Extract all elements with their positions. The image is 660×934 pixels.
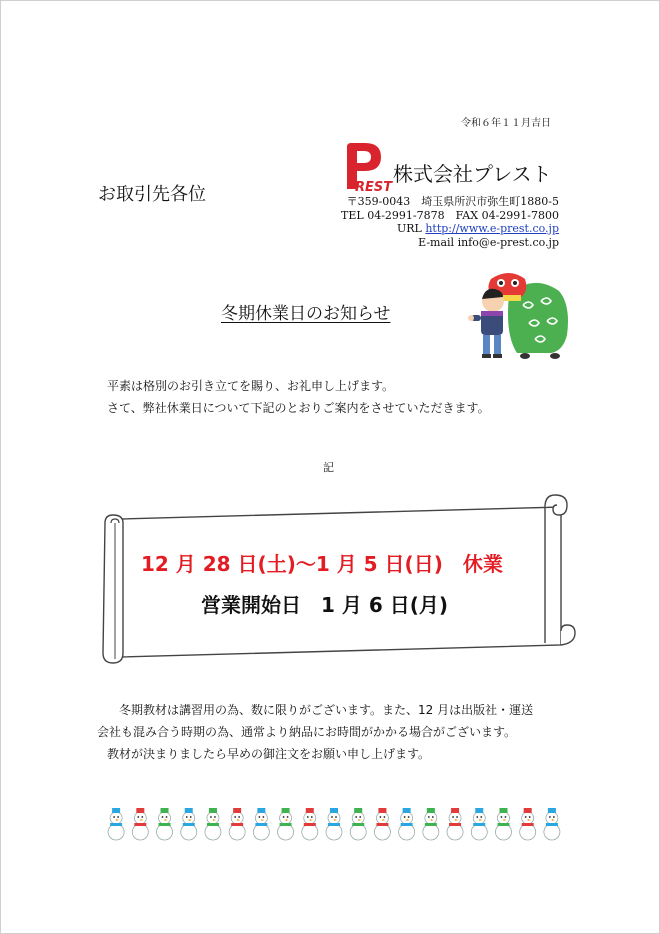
snowman-icon — [278, 808, 294, 840]
company-tel-fax: TEL 04-2991-7878 FAX 04-2991-7800 — [341, 209, 559, 222]
company-name: 株式会社プレスト — [393, 162, 552, 186]
holiday-period: 12 月 28 日(土)～1 月 5 日(日) 休業 — [141, 552, 503, 576]
greeting-line-1: 平素は格別のお引き立てを賜り、お礼申し上げます。 — [107, 379, 395, 393]
lion-dance-illustration — [463, 265, 575, 365]
snowman-icon — [157, 808, 173, 840]
company-email: E-mail info@e-prest.co.jp — [418, 236, 559, 249]
snowman-icon — [544, 808, 560, 840]
snowman-icon — [108, 808, 124, 840]
notice-title: 冬期休業日のお知らせ — [221, 304, 391, 324]
snowman-icon — [181, 808, 197, 840]
company-logo — [343, 141, 397, 193]
scroll-banner — [97, 493, 579, 669]
company-address: 〒359-0043 埼玉県所沢市弥生町1880-5 — [346, 195, 559, 208]
footer-line-3: 教材が決まりましたら早めの御注文をお願い申し上げます。 — [107, 747, 431, 761]
snowman-icon — [205, 808, 221, 840]
url-label: URL — [396, 222, 422, 235]
company-url-line — [1, 222, 559, 235]
issue-date: 令和６年１１月吉日 — [461, 118, 551, 129]
snowman-icon — [253, 808, 269, 840]
snowman-icon — [520, 808, 536, 840]
snowman-icon — [302, 808, 318, 840]
snowman-icon — [471, 808, 487, 840]
snowman-icon — [326, 808, 342, 840]
recipients-heading: お取引先各位 — [98, 184, 206, 205]
snowman-icon — [229, 808, 245, 840]
snowman-icon — [447, 808, 463, 840]
snowman-icon — [132, 808, 148, 840]
reopen-date: 営業開始日 1 月 6 日(月) — [201, 593, 449, 617]
footer-line-1: 冬期教材は講習用の為、数に限りがございます。また、12 月は出版社・運送 — [119, 703, 534, 717]
snowman-icon — [399, 808, 415, 840]
snowman-icon — [423, 808, 439, 840]
snowman-icon — [374, 808, 390, 840]
footer-line-2: 会社も混み合う時期の為、通常より納品にお時間がかかる場合がございます。 — [97, 725, 517, 739]
company-url-link[interactable]: http://www.e-prest.co.jp — [425, 222, 559, 235]
svg-text:REST: REST — [355, 180, 393, 193]
ki-mark: 記 — [323, 461, 334, 474]
snowman-border — [104, 804, 564, 842]
snowman-icon — [495, 808, 511, 840]
greeting-line-2: さて、弊社休業日について下記のとおりご案内をさせていただきます。 — [107, 401, 490, 415]
snowman-icon — [350, 808, 366, 840]
